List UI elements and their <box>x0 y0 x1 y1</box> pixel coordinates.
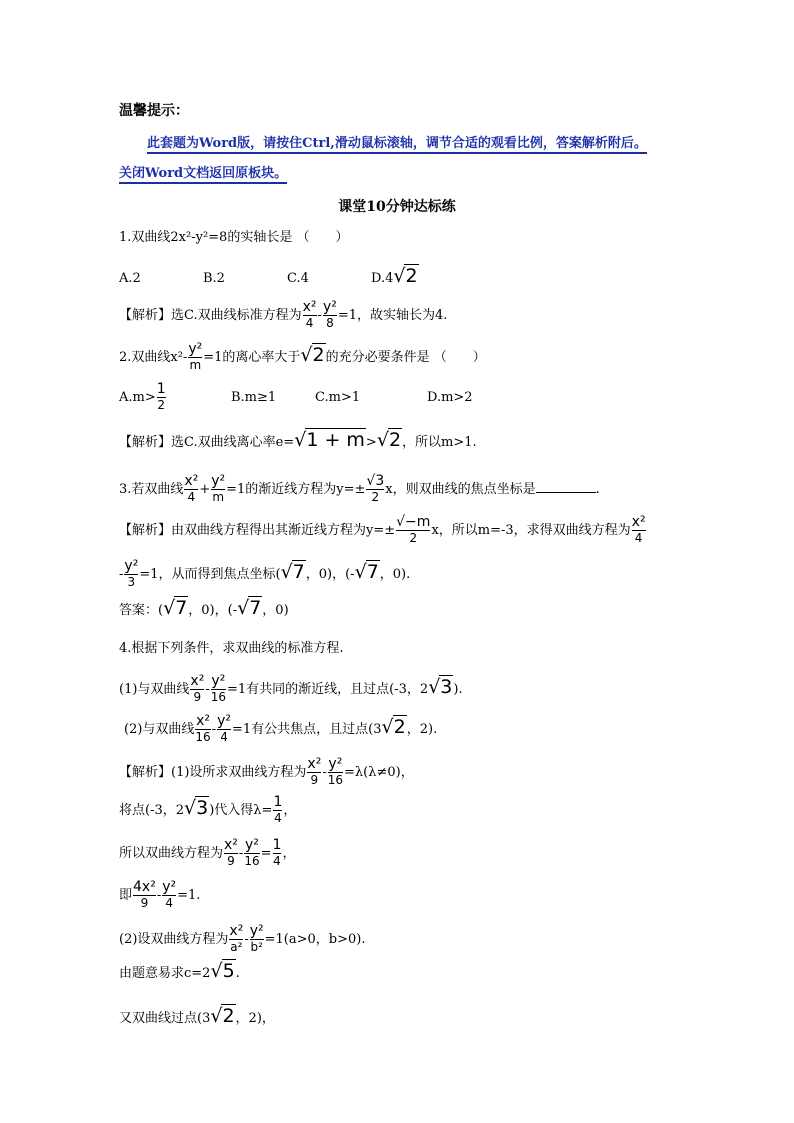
fraction <box>188 342 202 373</box>
denominator: 4 <box>303 315 317 331</box>
fraction <box>250 924 264 955</box>
numerator: y² <box>322 299 337 315</box>
q2-solution-suffix: ，所以m>1. <box>402 435 477 450</box>
q3-solution-line-2 <box>119 559 410 590</box>
fraction <box>190 674 204 705</box>
denominator: 4 <box>217 729 231 745</box>
tip-title: 温馨提示： <box>119 103 189 119</box>
q4-solution-5 <box>119 924 365 955</box>
radicand: 3 <box>440 676 453 698</box>
numerator: 1 <box>273 794 283 810</box>
q4-solution-2-end: ， <box>283 803 297 818</box>
q4-part-2-prefix: (2)与双曲线 <box>124 722 195 737</box>
fraction <box>303 300 317 331</box>
numerator: x² <box>229 923 244 939</box>
q4-solution-5-prefix: (2)设双曲线方程为 <box>119 932 229 947</box>
sqrt-symbol: √5 <box>210 960 235 982</box>
q2-option-b: B.m≥1 <box>231 390 277 405</box>
tip-line-2-text: 关闭Word文档返回原板块。 <box>119 166 287 184</box>
q4-solution-1-prefix: 【解析】(1)设所求双曲线方程为 <box>119 765 307 780</box>
q1-options <box>119 265 419 287</box>
minus-sign: - <box>322 765 327 780</box>
q4-solution-7-end: ，2)， <box>235 1011 275 1026</box>
q4-part-1-mid: =1有共同的渐近线，且过点(-3，2 <box>227 682 429 697</box>
q4-solution-4-end: =1. <box>177 888 201 903</box>
radicand: 2 <box>222 1005 235 1027</box>
q3-solution-2-end: ，0). <box>379 567 411 582</box>
fraction <box>632 515 646 546</box>
fraction <box>211 674 226 705</box>
q3-stem-prefix: 3.若双曲线 <box>119 482 184 497</box>
q1-option-d-prefix: D.4 <box>371 271 394 286</box>
numerator: √−m <box>396 514 431 530</box>
fraction <box>307 757 321 788</box>
q4-solution-3: 所以双曲线方程为 $\frac{\text{x²}}{9}$ - $\frac{\text{y²}}{16}$ = $\frac{1}{4}$ ， <box>119 837 296 868</box>
denominator: 4 <box>184 489 198 505</box>
q4-solution-5-end: =1(a>0，b>0). <box>264 932 366 947</box>
sqrt-symbol: √2 <box>393 265 418 287</box>
denominator: b² <box>250 940 263 954</box>
sqrt-symbol: √7 <box>354 561 379 583</box>
q4-solution-2-mid: )代入得λ= <box>209 803 273 818</box>
plus-sign: + <box>199 482 211 497</box>
q3-stem: 3.若双曲线 $\frac{\text{x²}}{4}$ + $\frac{\text{y²}}{m}$ =1的渐近线方程为y=± $\frac{√3}{2}$ x，则双曲线的焦点坐标是 . <box>119 473 600 504</box>
numerator: y² <box>217 713 232 729</box>
q1-option-b: B.2 <box>203 271 225 286</box>
denominator: 16 <box>244 854 260 868</box>
minus-sign: - <box>119 567 124 582</box>
denominator: 4 <box>162 895 176 911</box>
numerator: y² <box>188 341 203 357</box>
q2-option-d: D.m>2 <box>427 390 473 405</box>
numerator: y² <box>211 673 226 689</box>
denominator: 4 <box>632 530 646 546</box>
q1-option-c: C.4 <box>287 271 309 286</box>
numerator: y² <box>245 837 259 853</box>
numerator: 1 <box>156 381 166 397</box>
q4-solution-6 <box>119 960 240 982</box>
fraction <box>124 559 138 590</box>
q1-solution-prefix: 【解析】选C.双曲线标准方程为 <box>119 308 302 323</box>
numerator: x² <box>302 299 317 315</box>
tip-line-1 <box>147 136 647 152</box>
q1-solution-suffix: =1，故实轴长为4. <box>337 308 448 323</box>
q4-stem: 4.根据下列条件，求双曲线的标准方程. <box>119 641 344 656</box>
q2-stem-prefix: 2.双曲线x²- <box>119 350 188 365</box>
denominator: 4 <box>274 811 282 825</box>
sqrt-symbol: √7 <box>280 561 305 583</box>
radicand: 7 <box>249 597 262 619</box>
numerator: x² <box>196 713 211 729</box>
fraction <box>366 474 384 505</box>
numerator: 4x² <box>133 879 156 895</box>
q4-solution-6-end: . <box>235 966 240 981</box>
q4-part-1 <box>119 674 463 705</box>
q3-answer-end: ，0) <box>262 603 289 618</box>
q1-option-d-radicand: 2 <box>405 265 418 287</box>
q2-stem-suffix: 的充分必要条件是 （ ） <box>325 350 486 365</box>
radicand: 5 <box>222 960 235 982</box>
q4-part-1-prefix: (1)与双曲线 <box>119 682 190 697</box>
denominator: a² <box>230 940 243 954</box>
numerator: 1 <box>272 837 282 853</box>
denominator: 16 <box>327 773 344 787</box>
q3-solution-prefix: 【解析】由双曲线方程得出其渐近线方程为y=± <box>119 523 396 538</box>
denominator: 16 <box>195 730 211 744</box>
q1-option-d <box>371 265 419 287</box>
radicand: 7 <box>366 561 379 583</box>
q4-solution-4-prefix: 即 <box>119 888 133 903</box>
q4-part-2-mid: =1有公共焦点，且过点(3 <box>232 722 382 737</box>
q3-answer-prefix: 答案：( <box>119 603 164 618</box>
denominator: 2 <box>366 489 384 505</box>
q1-stem: 1.双曲线2x²-y²=8的实轴长是 （ ） <box>119 230 349 245</box>
tip-line-2 <box>119 166 287 182</box>
section-title: 课堂10分钟达标练 <box>338 199 456 215</box>
denominator: 9 <box>190 689 204 705</box>
fraction <box>224 838 238 869</box>
q4-solution-2 <box>119 795 296 826</box>
q3-answer <box>119 597 289 619</box>
sqrt-symbol: √3 <box>428 676 453 698</box>
numerator: x² <box>307 756 322 772</box>
q4-part-1-end: ). <box>453 682 463 697</box>
q2-stem-radicand: 2 <box>312 344 325 366</box>
sqrt-symbol: √2 <box>210 1005 235 1027</box>
fraction <box>217 714 231 745</box>
denominator: 9 <box>307 772 321 788</box>
q2-option-a <box>119 382 231 413</box>
q4-solution-2-prefix: 将点(-3，2 <box>119 803 185 818</box>
radicand: 7 <box>175 597 188 619</box>
q4-solution-7 <box>119 1005 275 1027</box>
q2-solution-radicand-2: 2 <box>388 429 402 451</box>
fraction <box>157 382 166 413</box>
fraction <box>195 714 210 745</box>
radicand: 3 <box>196 797 209 819</box>
denominator: 4 <box>273 854 281 868</box>
q2-solution-prefix: 【解析】选C.双曲线离心率e= <box>119 435 295 450</box>
q3-answer-mid: ，0)，(- <box>188 603 238 618</box>
q1-solution <box>119 300 447 331</box>
numerator: y² <box>249 923 264 939</box>
numerator: y² <box>124 558 139 574</box>
denominator: 8 <box>323 315 337 331</box>
denominator: 9 <box>224 853 238 869</box>
radicand: 2 <box>393 716 406 738</box>
q2-solution <box>119 429 477 451</box>
q2-option-a-prefix: A.m> <box>119 390 156 405</box>
fraction <box>273 795 282 826</box>
denominator: m <box>189 358 202 372</box>
sqrt-symbol: √7 <box>237 597 262 619</box>
minus-sign: - <box>238 846 244 861</box>
numerator: x² <box>631 514 646 530</box>
fraction <box>133 880 156 911</box>
q3-stem-suffix: x，则双曲线的焦点坐标是 <box>385 482 536 497</box>
denominator: 2 <box>396 530 430 546</box>
numerator: x² <box>190 673 205 689</box>
numerator: y² <box>211 473 226 489</box>
q4-solution-3-prefix: 所以双曲线方程为 <box>119 846 224 861</box>
q4-solution-7-prefix: 又双曲线过点(3 <box>119 1011 211 1026</box>
q3-solution-2-suffix: =1，从而得到焦点坐标( <box>139 567 281 582</box>
q3-solution-mid: x，所以m=-3，求得双曲线方程为 <box>431 523 631 538</box>
q4-solution-3-end: ， <box>282 846 296 861</box>
numerator: y² <box>162 879 177 895</box>
fraction <box>328 757 343 788</box>
numerator: y² <box>328 756 343 772</box>
minus-sign: - <box>205 682 210 697</box>
q2-option-c: C.m>1 <box>315 390 361 405</box>
q3-solution-2-mid: ，0)，(- <box>305 567 355 582</box>
q4-solution-1-suffix: =λ(λ≠0)， <box>344 765 414 780</box>
fraction <box>229 924 243 955</box>
q2-solution-mid: > <box>365 435 377 450</box>
fraction <box>244 838 259 869</box>
q2-stem <box>119 342 486 373</box>
q4-solution-4 <box>119 880 200 911</box>
numerator: √3 <box>366 473 385 489</box>
q3-stem-mid: =1的渐近线方程为y=± <box>226 482 366 497</box>
denominator: 2 <box>157 398 166 412</box>
tip-line-1-text: 此套题为Word版，请按住Ctrl,滑动鼠标滚轴，调节合适的观看比例，答案解析附后。 <box>147 136 647 154</box>
q4-solution-6-prefix: 由题意易求c=2 <box>119 966 211 981</box>
sqrt-symbol: √1 + m <box>294 429 365 451</box>
sqrt-symbol: √3 <box>184 797 209 819</box>
answer-blank <box>536 481 596 493</box>
sqrt-symbol: √2 <box>381 716 406 738</box>
q2-options <box>119 382 473 413</box>
fraction <box>211 474 225 505</box>
fraction <box>396 515 430 546</box>
q4-part-2 <box>124 714 437 745</box>
numerator: x² <box>184 473 199 489</box>
q3-solution-line-1 <box>119 515 647 546</box>
minus-sign: - <box>211 722 217 737</box>
fraction <box>323 300 337 331</box>
q4-solution-1 <box>119 757 414 788</box>
fraction <box>273 838 282 869</box>
sqrt-symbol: √2 <box>300 344 325 366</box>
denominator: 9 <box>133 895 156 911</box>
sqrt-symbol: √7 <box>163 597 188 619</box>
denominator: 3 <box>124 574 138 590</box>
sqrt-symbol: √2 <box>376 429 402 451</box>
numerator: x² <box>224 837 238 853</box>
fraction <box>162 880 176 911</box>
q1-option-a: A.2 <box>119 271 141 286</box>
minus-sign: - <box>317 308 322 323</box>
q2-stem-mid: =1的离心率大于 <box>203 350 301 365</box>
minus-sign: - <box>244 932 249 947</box>
denominator: m <box>212 490 225 504</box>
q2-solution-radicand-1: 1 + m <box>306 429 365 451</box>
minus-sign: - <box>156 888 162 903</box>
fraction <box>184 474 198 505</box>
radicand: 7 <box>292 561 305 583</box>
denominator: 16 <box>210 690 227 704</box>
q4-part-2-end: ，2). <box>406 722 438 737</box>
